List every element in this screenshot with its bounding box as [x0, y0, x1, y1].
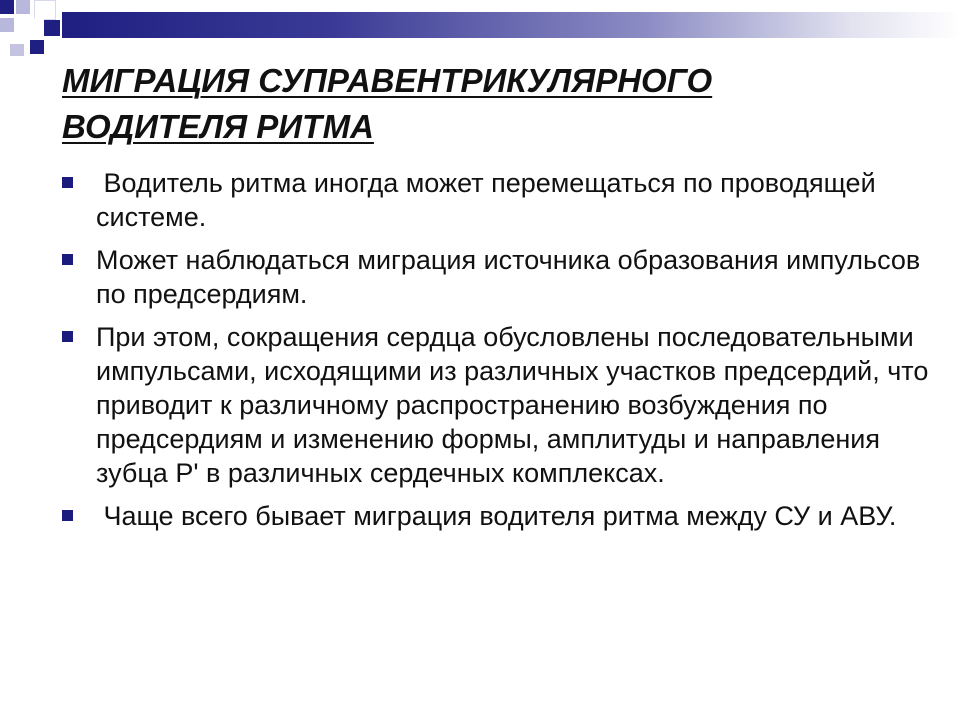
bullet-list	[60, 166, 936, 542]
bullet-item	[60, 320, 936, 490]
square-bullet-icon	[62, 331, 73, 342]
bullet-text: При этом, сокращения сердца обусловлены последовательными импульсами, исходящими из различных участков предсердий, что приводит к различному распространению возбуждения по предсердиям и изменению формы, амплитуды и направления зубца Р' в различных сердечных комплексах.	[96, 322, 936, 488]
corner-square-dark	[0, 0, 14, 14]
corner-square-white	[18, 18, 44, 42]
square-bullet-icon	[62, 510, 73, 521]
corner-square-dark	[44, 20, 60, 36]
header-gradient-bar	[62, 12, 960, 38]
bullet-item	[60, 166, 930, 234]
bullet-item	[60, 499, 930, 533]
square-bullet-icon	[62, 177, 73, 188]
corner-square-white	[34, 0, 56, 20]
square-bullet-icon	[62, 254, 73, 265]
corner-square-dark	[30, 40, 44, 54]
corner-square-light	[0, 18, 14, 32]
bullet-item	[60, 243, 930, 311]
slide-title-line-1: МИГРАЦИЯ СУПРАВЕНТРИКУЛЯРНОГО	[62, 62, 713, 99]
bullet-text: Чаще всего бывает миграция водителя ритма между СУ и АВУ.	[96, 501, 897, 531]
corner-square-light	[16, 0, 30, 14]
slide-title	[62, 58, 922, 150]
bullet-text: Может наблюдаться миграция источника образования импульсов по предсердиям.	[96, 245, 928, 309]
bullet-text: Водитель ритма иногда может перемещаться по проводящей системе.	[96, 168, 884, 232]
corner-square-light	[10, 44, 24, 56]
slide-title-line-2: ВОДИТЕЛЯ РИТМА	[62, 108, 374, 145]
